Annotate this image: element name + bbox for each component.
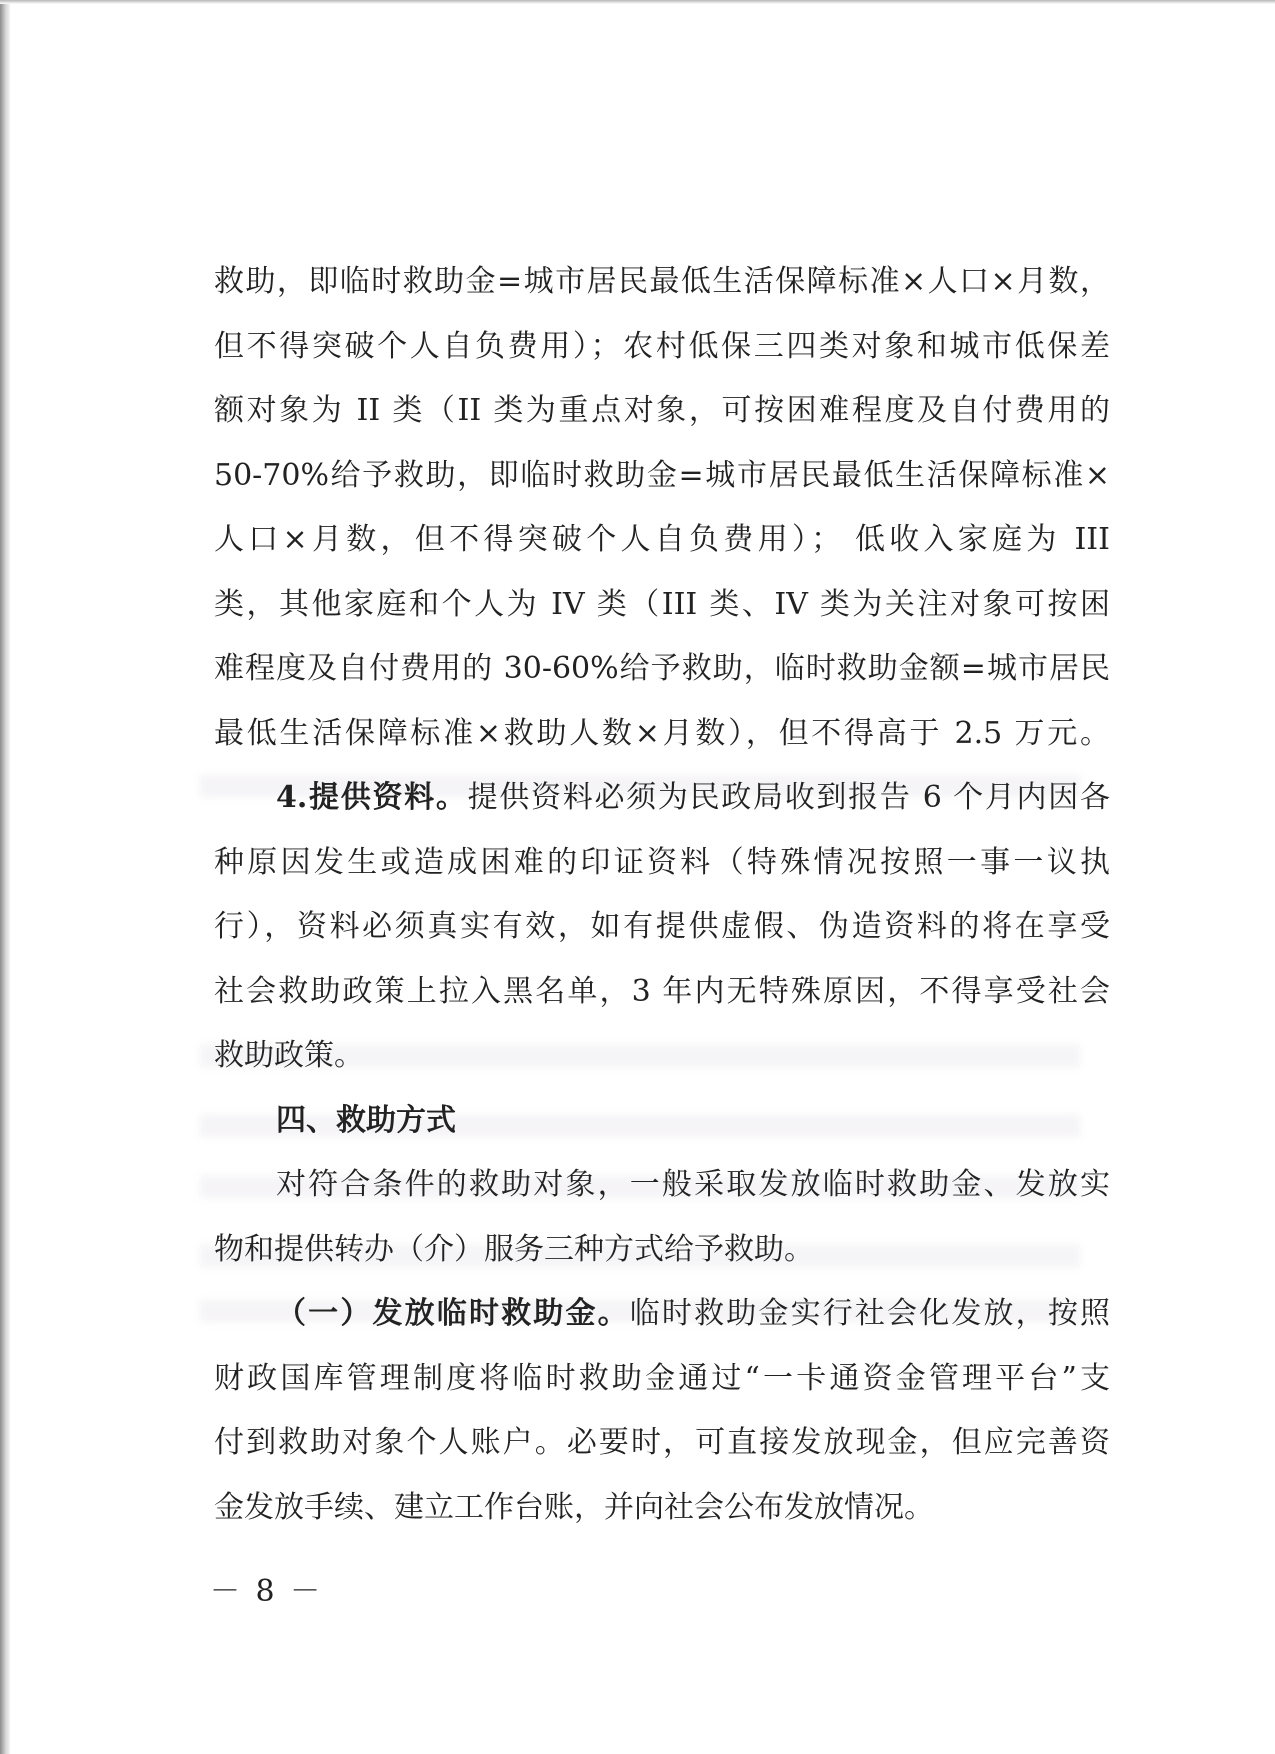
page-edge-shadow — [0, 0, 10, 1754]
body-text-line: 社会救助政策上拉入黑名单，3 年内无特殊原因，不得享受社会 — [214, 973, 1110, 1009]
body-text-line: 救助，即临时救助金=城市居民最低生活保障标准×人口×月数， — [214, 264, 1110, 299]
body-text-line: 类，其他家庭和个人为 IV 类（III 类、IV 类为关注对象可按困 — [214, 586, 1110, 622]
body-text-line: 金发放手续、建立工作台账，并向社会公布发放情况。 — [214, 1489, 934, 1525]
body-text-line: 最低生活保障标准×救助人数×月数），但不得高于 2.5 万元。 — [214, 715, 1110, 751]
body-text-line: 额对象为 II 类（II 类为重点对象，可按困难程度及自付费用的 — [214, 393, 1110, 428]
subsection-1-text: 临时救助金实行社会化发放，按照 — [629, 1296, 1110, 1331]
body-text-line: 行），资料必须真实有效，如有提供虚假、伪造资料的将在享受 — [214, 909, 1110, 944]
page-top-shadow — [0, 0, 1275, 4]
body-text-line: 对符合条件的救助对象，一般采取发放临时救助金、发放实 — [276, 1167, 1110, 1202]
document-body — [214, 250, 1110, 1540]
item-4-first-line — [214, 766, 1110, 831]
body-text-line: 救助政策。 — [214, 1038, 364, 1073]
section-4-heading: 四、救助方式 — [276, 1102, 456, 1138]
body-text-line: 难程度及自付费用的 30-60%给予救助，临时救助金额=城市居民 — [214, 651, 1110, 686]
body-text-line: 财政国库管理制度将临时救助金通过“一卡通资金管理平台”支 — [214, 1360, 1110, 1396]
body-text-line: 50-70%给予救助，即临时救助金=城市居民最低生活保障标准× — [214, 457, 1110, 493]
body-text-line: 种原因发生或造成困难的印证资料（特殊情况按照一事一议执 — [214, 844, 1110, 880]
subsection-1-first-line — [214, 1282, 1110, 1347]
body-text-line: 人口×月数，但不得突破个人自负费用）； 低收入家庭为 III — [214, 522, 1110, 557]
body-text-line: 付到救助对象个人账户。必要时，可直接发放现金，但应完善资 — [214, 1425, 1110, 1460]
subsection-1-heading: （一）发放临时救助金。 — [276, 1296, 630, 1331]
item-4-heading: 4.提供资料。 — [276, 780, 468, 815]
body-text-line: 但不得突破个人自负费用）；农村低保三四类对象和城市低保差 — [214, 328, 1110, 364]
item-4-text: 提供资料必须为民政局收到报告 6 个月内因各 — [467, 780, 1110, 815]
body-text-line: 物和提供转办（介）服务三种方式给予救助。 — [214, 1231, 814, 1267]
page-number: － 8 － — [210, 1574, 324, 1609]
